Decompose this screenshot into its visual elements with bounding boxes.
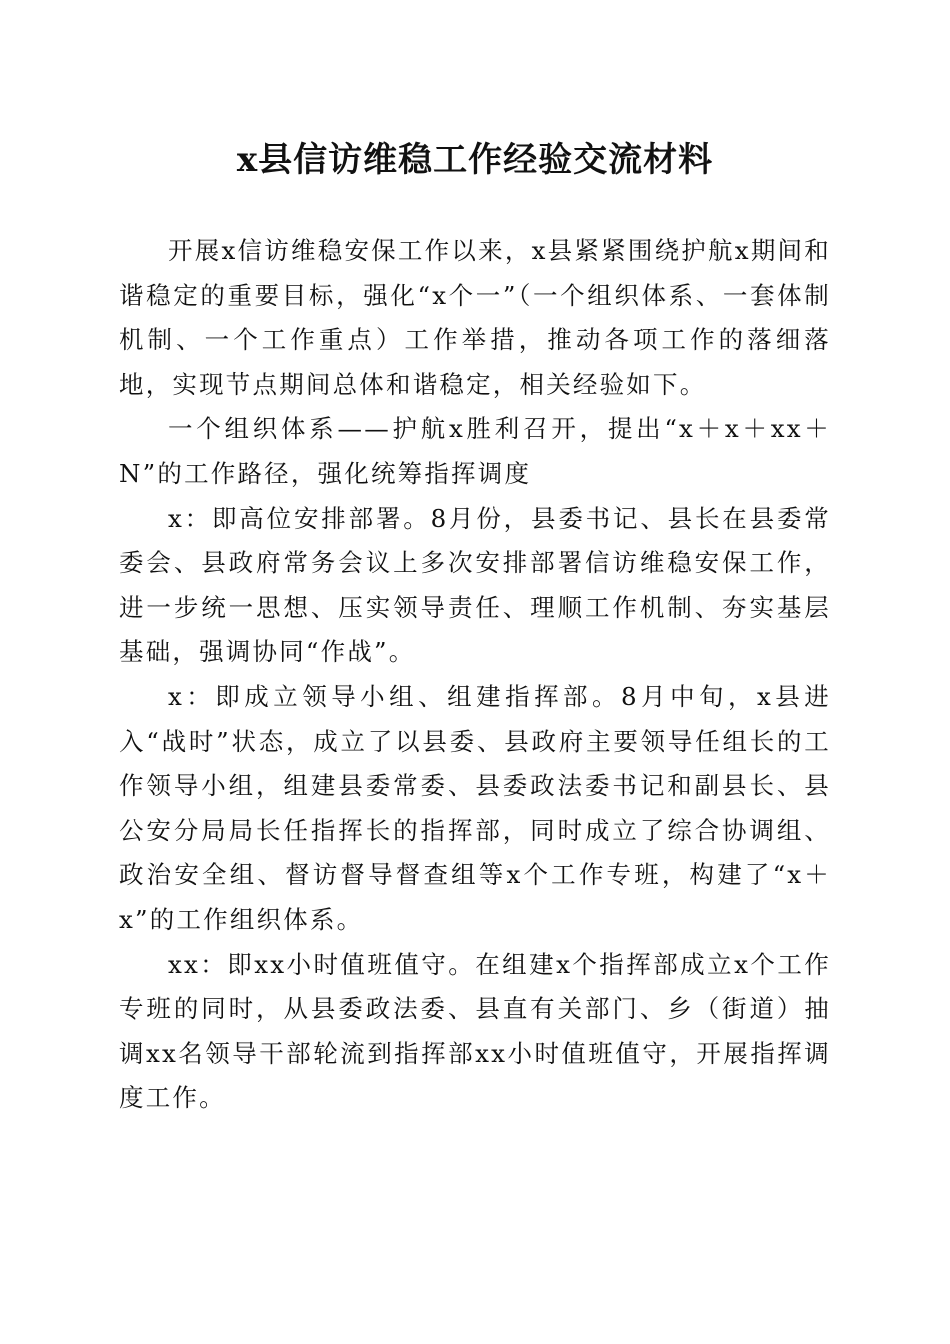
paragraph-leadership-group: x：即成立领导小组、组建指挥部。8月中旬，x县进入“战时”状态，成立了以县委、县政府主要领导任组长的工作领导小组，组建县委常委、县委政法委书记和副县长、县公安分局局长任指挥长的指挥部，同时成立了综合协调组、政治安全组、督访督导督查组等x个工作专班，构建了“x＋x”的工作组织体系。 <box>119 681 831 934</box>
paragraph-section-heading: 一个组织体系——护航x胜利召开，提出“x＋x＋xx＋N”的工作路径，强化统筹指挥调度 <box>119 414 831 488</box>
document-body <box>119 229 831 1121</box>
paragraph-intro: 开展x信访维稳安保工作以来，x县紧紧围绕护航x期间和谐稳定的重要目标，强化“x个一”（一个组织体系、一套体制机制、一个工作重点）工作举措，推动各项工作的落细落地，实现节点期间总体和谐稳定，相关经验如下。 <box>119 236 831 399</box>
document-title: x县信访维稳工作经验交流材料 <box>236 140 714 180</box>
paragraph-deployment: x：即高位安排部署。8月份，县委书记、县长在县委常委会、县政府常务会议上多次安排部署信访维稳安保工作，进一步统一思想、压实领导责任、理顺工作机制、夯实基层基础，强调协同“作战”。 <box>119 503 831 667</box>
paragraph-duty-watch: xx：即xx小时值班值守。在组建x个指挥部成立x个工作专班的同时，从县委政法委、县直有关部门、乡（街道）抽调xx名领导干部轮流到指挥部xx小时值班值守，开展指挥调度工作。 <box>119 949 831 1113</box>
